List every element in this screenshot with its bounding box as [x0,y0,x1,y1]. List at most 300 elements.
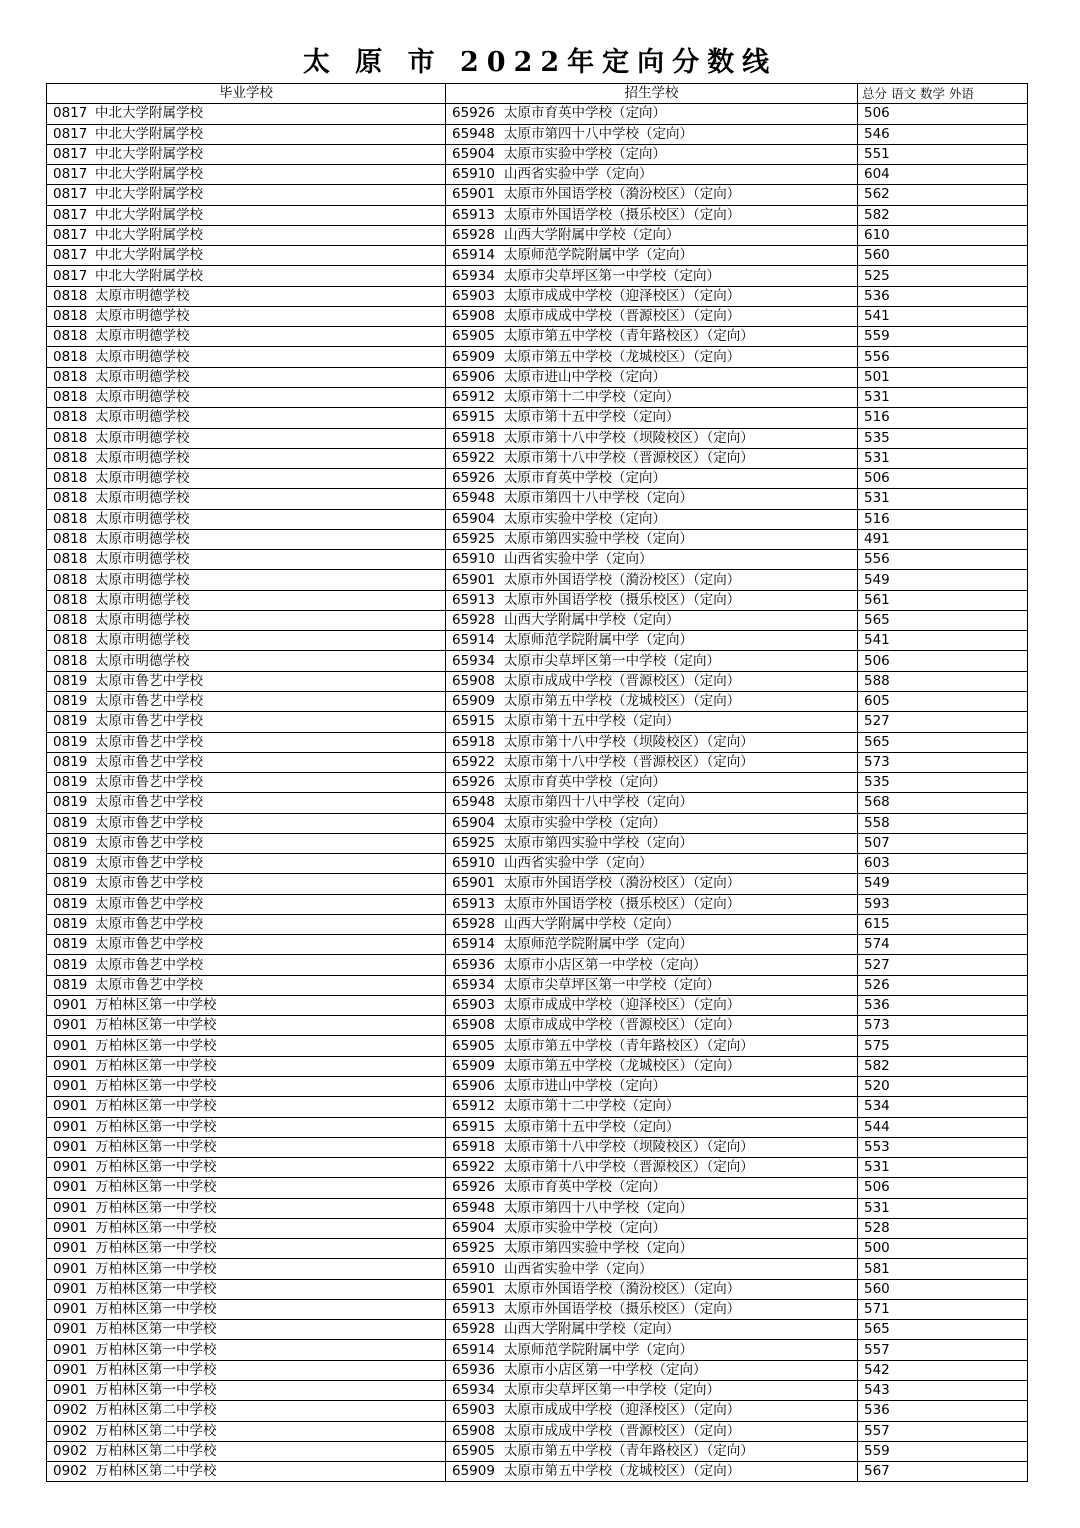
table-row [47,1016,1028,1036]
admission-school-code: 65926 [452,774,495,791]
admission-school-cell [446,144,858,164]
admission-school-cell [446,225,858,245]
graduation-school-cell [47,185,446,205]
graduation-school-code: 0819 [53,956,88,973]
graduation-school-name: 万柏林区第二中学校 [95,1442,217,1459]
graduation-school-name: 太原市明德学校 [95,429,190,446]
total-score-cell: 574 [858,935,1028,955]
graduation-school-code: 0902 [53,1402,88,1419]
graduation-school-name: 太原市明德学校 [95,510,190,527]
admission-school-code: 65908 [452,672,495,689]
table-row [47,894,1028,914]
table-row [47,914,1028,934]
graduation-school-name: 中北大学附属学校 [95,166,203,183]
graduation-school-cell [47,691,446,711]
graduation-school-name: 太原市鲁艺中学校 [95,713,203,730]
admission-school-cell [446,124,858,144]
graduation-school-code: 0818 [53,449,88,466]
admission-school-code: 65918 [452,429,495,446]
graduation-school-name: 太原市鲁艺中学校 [95,774,203,791]
graduation-school-name: 太原市鲁艺中学校 [95,875,203,892]
admission-school-cell [446,813,858,833]
admission-school-name: 山西大学附属中学校（定向） [504,612,680,629]
graduation-school-cell [47,387,446,407]
admission-school-code: 65925 [452,530,495,547]
table-row [47,550,1028,570]
table-row [47,1462,1028,1482]
table-row [47,1381,1028,1401]
admission-school-cell [446,1158,858,1178]
total-score-cell: 582 [858,205,1028,225]
graduation-school-cell [47,752,446,772]
admission-school-cell [446,1462,858,1482]
table-row [47,854,1028,874]
admission-school-name: 太原市成成中学校（迎泽校区）（定向） [504,287,741,304]
table-row [47,408,1028,428]
admission-school-name: 太原市实验中学校（定向） [504,510,666,527]
admission-school-cell [446,550,858,570]
admission-school-name: 太原市第五中学校（龙城校区）（定向） [504,693,741,710]
graduation-school-name: 万柏林区第二中学校 [95,1422,217,1439]
admission-school-name: 太原市成成中学校（晋源校区）（定向） [504,308,741,325]
graduation-school-cell [47,1239,446,1259]
graduation-school-name: 太原市鲁艺中学校 [95,693,203,710]
admission-school-name: 山西省实验中学（定向） [504,551,653,568]
graduation-school-cell [47,712,446,732]
admission-school-code: 65905 [452,1037,495,1054]
graduation-school-cell [47,1016,446,1036]
total-score-cell: 565 [858,610,1028,630]
admission-school-code: 65915 [452,409,495,426]
header-scores: 总分 语文 数学 外语 [858,84,1028,104]
admission-school-name: 太原市外国语学校（摄乐校区）（定向） [504,206,741,223]
graduation-school-code: 0901 [53,1098,88,1115]
graduation-school-code: 0901 [53,1118,88,1135]
admission-school-cell [446,1239,858,1259]
table-row [47,1137,1028,1157]
graduation-school-name: 万柏林区第一中学校 [95,997,217,1014]
score-table [46,83,1028,1482]
graduation-school-name: 中北大学附属学校 [95,186,203,203]
table-row [47,144,1028,164]
graduation-school-cell [47,995,446,1015]
admission-school-code: 65908 [452,1422,495,1439]
admission-school-code: 65926 [452,1179,495,1196]
admission-school-code: 65904 [452,510,495,527]
admission-school-name: 山西省实验中学（定向） [504,855,653,872]
page-title: 太 原 市 2022年定向分数线 [302,47,778,78]
table-row [47,712,1028,732]
admission-school-cell [446,1056,858,1076]
graduation-school-name: 万柏林区第一中学校 [95,1138,217,1155]
total-score-cell: 557 [858,1421,1028,1441]
admission-school-code: 65905 [452,328,495,345]
graduation-school-code: 0819 [53,855,88,872]
admission-school-code: 65914 [452,632,495,649]
admission-school-cell [446,1036,858,1056]
admission-school-name: 山西大学附属中学校（定向） [504,916,680,933]
admission-school-code: 65928 [452,612,495,629]
total-score-cell: 588 [858,671,1028,691]
admission-school-name: 太原市尖草坪区第一中学校（定向） [504,267,720,284]
graduation-school-name: 太原市明德学校 [95,409,190,426]
total-score-cell: 610 [858,225,1028,245]
total-score-cell: 581 [858,1259,1028,1279]
admission-school-code: 65910 [452,551,495,568]
table-row [47,1239,1028,1259]
total-score-cell: 534 [858,1097,1028,1117]
admission-school-cell [446,833,858,853]
admission-school-cell [446,1320,858,1340]
graduation-school-code: 0817 [53,125,88,142]
graduation-school-name: 万柏林区第一中学校 [95,1301,217,1318]
graduation-school-cell [47,1421,446,1441]
admission-school-name: 太原市成成中学校（迎泽校区）（定向） [504,997,741,1014]
graduation-school-cell [47,914,446,934]
admission-school-name: 太原市外国语学校（摄乐校区）（定向） [504,591,741,608]
table-row [47,1360,1028,1380]
admission-school-cell [446,1097,858,1117]
graduation-school-cell [47,1178,446,1198]
admission-school-name: 太原市尖草坪区第一中学校（定向） [504,976,720,993]
admission-school-name: 山西省实验中学（定向） [504,1260,653,1277]
total-score-cell: 536 [858,995,1028,1015]
total-score-cell: 527 [858,955,1028,975]
admission-school-code: 65913 [452,1301,495,1318]
table-row [47,995,1028,1015]
graduation-school-code: 0818 [53,551,88,568]
admission-school-cell [446,529,858,549]
graduation-school-code: 0901 [53,1361,88,1378]
admission-school-cell [446,448,858,468]
table-row [47,975,1028,995]
graduation-school-code: 0818 [53,571,88,588]
admission-school-cell [446,732,858,752]
graduation-school-name: 太原市明德学校 [95,389,190,406]
admission-school-name: 太原市外国语学校（摄乐校区）（定向） [504,1301,741,1318]
admission-school-cell [446,408,858,428]
table-row [47,590,1028,610]
table-row [47,752,1028,772]
total-score-cell: 615 [858,914,1028,934]
graduation-school-code: 0901 [53,1321,88,1338]
graduation-school-name: 万柏林区第一中学校 [95,1382,217,1399]
admission-school-name: 太原师范学院附属中学（定向） [504,936,693,953]
total-score-cell: 582 [858,1056,1028,1076]
graduation-school-name: 万柏林区第一中学校 [95,1037,217,1054]
graduation-school-code: 0902 [53,1442,88,1459]
admission-school-cell [446,935,858,955]
total-score-cell: 531 [858,1198,1028,1218]
admission-school-cell [446,1279,858,1299]
admission-school-code: 65918 [452,1138,495,1155]
graduation-school-cell [47,1198,446,1218]
table-row [47,266,1028,286]
graduation-school-code: 0818 [53,308,88,325]
table-row [47,1158,1028,1178]
admission-school-name: 太原市第四十八中学校（定向） [504,125,693,142]
admission-school-cell [446,306,858,326]
graduation-school-cell [47,165,446,185]
admission-school-code: 65910 [452,166,495,183]
admission-school-code: 65913 [452,895,495,912]
total-score-cell: 531 [858,448,1028,468]
table-row [47,448,1028,468]
admission-school-name: 太原市第十八中学校（坝陵校区）（定向） [504,1138,754,1155]
admission-school-code: 65904 [452,814,495,831]
total-score-cell: 528 [858,1218,1028,1238]
table-row [47,1218,1028,1238]
admission-school-cell [446,428,858,448]
table-row [47,1036,1028,1056]
total-score-cell: 558 [858,813,1028,833]
header-row [47,84,1028,104]
total-score-cell: 506 [858,104,1028,124]
graduation-school-name: 太原市明德学校 [95,368,190,385]
admission-school-code: 65928 [452,916,495,933]
admission-school-name: 太原市第十八中学校（晋源校区）（定向） [504,753,754,770]
table-row [47,387,1028,407]
table-row [47,1299,1028,1319]
admission-school-cell [446,631,858,651]
graduation-school-name: 中北大学附属学校 [95,226,203,243]
graduation-school-code: 0819 [53,916,88,933]
graduation-school-cell [47,448,446,468]
graduation-school-code: 0818 [53,389,88,406]
table-row [47,428,1028,448]
table-row [47,793,1028,813]
admission-school-name: 太原市第五中学校（青年路校区）（定向） [504,1442,754,1459]
admission-school-code: 65926 [452,105,495,122]
table-row [47,1320,1028,1340]
graduation-school-code: 0901 [53,1159,88,1176]
graduation-school-cell [47,347,446,367]
table-row [47,469,1028,489]
admission-school-name: 太原市第四十八中学校（定向） [504,794,693,811]
admission-school-code: 65922 [452,449,495,466]
graduation-school-cell [47,144,446,164]
admission-school-cell [446,1360,858,1380]
graduation-school-cell [47,286,446,306]
admission-school-name: 太原市第十二中学校（定向） [504,1098,680,1115]
admission-school-name: 太原市第五中学校（青年路校区）（定向） [504,1037,754,1054]
graduation-school-cell [47,489,446,509]
graduation-school-code: 0817 [53,186,88,203]
graduation-school-cell [47,793,446,813]
graduation-school-code: 0817 [53,166,88,183]
graduation-school-cell [47,1077,446,1097]
table-row [47,1077,1028,1097]
graduation-school-name: 太原市鲁艺中学校 [95,916,203,933]
graduation-school-code: 0902 [53,1422,88,1439]
graduation-school-cell [47,306,446,326]
graduation-school-code: 0901 [53,1078,88,1095]
graduation-school-cell [47,1279,446,1299]
graduation-school-cell [47,408,446,428]
admission-school-code: 65915 [452,1118,495,1135]
table-row [47,833,1028,853]
total-score-cell: 544 [858,1117,1028,1137]
graduation-school-code: 0818 [53,429,88,446]
admission-school-cell [446,367,858,387]
admission-school-code: 65906 [452,1078,495,1095]
admission-school-cell [446,1016,858,1036]
admission-school-cell [446,590,858,610]
admission-school-cell [446,712,858,732]
graduation-school-cell [47,1117,446,1137]
graduation-school-code: 0818 [53,510,88,527]
admission-school-code: 65909 [452,1057,495,1074]
total-score-cell: 559 [858,327,1028,347]
graduation-school-name: 中北大学附属学校 [95,267,203,284]
admission-school-code: 65914 [452,936,495,953]
graduation-school-name: 中北大学附属学校 [95,145,203,162]
graduation-school-code: 0819 [53,936,88,953]
admission-school-cell [446,387,858,407]
total-score-cell: 553 [858,1137,1028,1157]
graduation-school-name: 太原市明德学校 [95,490,190,507]
total-score-cell: 565 [858,732,1028,752]
admission-school-cell [446,205,858,225]
graduation-school-name: 太原市明德学校 [95,287,190,304]
total-score-cell: 604 [858,165,1028,185]
graduation-school-name: 太原市鲁艺中学校 [95,976,203,993]
graduation-school-code: 0818 [53,287,88,304]
table-row [47,1056,1028,1076]
total-score-cell: 491 [858,529,1028,549]
admission-school-name: 太原市第十八中学校（坝陵校区）（定向） [504,733,754,750]
graduation-school-name: 万柏林区第一中学校 [95,1118,217,1135]
admission-school-name: 太原市第十五中学校（定向） [504,409,680,426]
graduation-school-code: 0818 [53,328,88,345]
table-row [47,1117,1028,1137]
admission-school-code: 65914 [452,247,495,264]
graduation-school-name: 太原市鲁艺中学校 [95,956,203,973]
graduation-school-code: 0901 [53,997,88,1014]
admission-school-name: 太原市进山中学校（定向） [504,1078,666,1095]
admission-school-name: 太原市第四实验中学校（定向） [504,530,693,547]
admission-school-cell [446,975,858,995]
admission-school-code: 65901 [452,1280,495,1297]
graduation-school-cell [47,1097,446,1117]
table-row [47,1097,1028,1117]
admission-school-cell [446,266,858,286]
total-score-cell: 556 [858,347,1028,367]
graduation-school-cell [47,833,446,853]
graduation-school-cell [47,1158,446,1178]
graduation-school-code: 0901 [53,1220,88,1236]
total-score-cell: 507 [858,833,1028,853]
admission-school-cell [446,793,858,813]
total-score-cell: 573 [858,752,1028,772]
admission-school-name: 太原市外国语学校（摄乐校区）（定向） [504,895,741,912]
graduation-school-cell [47,975,446,995]
total-score-cell: 593 [858,894,1028,914]
graduation-school-code: 0818 [53,348,88,365]
graduation-school-name: 太原市明德学校 [95,348,190,365]
table-row [47,225,1028,245]
graduation-school-cell [47,246,446,266]
graduation-school-cell [47,1036,446,1056]
admission-school-code: 65912 [452,1098,495,1115]
admission-school-cell [446,773,858,793]
table-row [47,813,1028,833]
admission-school-name: 太原市尖草坪区第一中学校（定向） [504,652,720,669]
graduation-school-cell [47,813,446,833]
admission-school-cell [446,489,858,509]
admission-school-cell [446,752,858,772]
graduation-school-code: 0817 [53,206,88,223]
graduation-school-code: 0819 [53,814,88,831]
graduation-school-code: 0901 [53,1057,88,1074]
total-score-cell: 560 [858,246,1028,266]
admission-school-cell [446,185,858,205]
graduation-school-code: 0818 [53,612,88,629]
admission-school-cell [446,1259,858,1279]
table-row [47,570,1028,590]
graduation-school-name: 万柏林区第一中学校 [95,1179,217,1196]
admission-school-cell [446,347,858,367]
table-row [47,1441,1028,1461]
admission-school-cell [446,1299,858,1319]
table-row [47,205,1028,225]
admission-school-cell [446,570,858,590]
admission-school-code: 65910 [452,1260,495,1277]
admission-school-name: 太原市第四十八中学校（定向） [504,490,693,507]
graduation-school-cell [47,590,446,610]
total-score-cell: 549 [858,570,1028,590]
table-row [47,1259,1028,1279]
table-row [47,691,1028,711]
admission-school-name: 太原市外国语学校（漪汾校区）（定向） [504,1280,741,1297]
admission-school-name: 太原市第五中学校（青年路校区）（定向） [504,328,754,345]
admission-school-name: 太原市第十五中学校（定向） [504,713,680,730]
admission-school-name: 太原市第四十八中学校（定向） [504,1199,693,1216]
graduation-school-cell [47,874,446,894]
admission-school-code: 65936 [452,1361,495,1378]
graduation-school-name: 太原市明德学校 [95,571,190,588]
admission-school-code: 65922 [452,1159,495,1176]
graduation-school-name: 太原市明德学校 [95,328,190,345]
graduation-school-cell [47,631,446,651]
total-score-cell: 546 [858,124,1028,144]
graduation-school-name: 中北大学附属学校 [95,125,203,142]
graduation-school-cell [47,104,446,124]
table-row [47,367,1028,387]
graduation-school-name: 太原市鲁艺中学校 [95,834,203,851]
graduation-school-cell [47,1401,446,1421]
graduation-school-name: 万柏林区第一中学校 [95,1159,217,1176]
admission-school-code: 65936 [452,956,495,973]
table-row [47,955,1028,975]
admission-school-code: 65913 [452,206,495,223]
admission-school-cell [446,610,858,630]
table-row [47,610,1028,630]
total-score-cell: 603 [858,854,1028,874]
graduation-school-cell [47,854,446,874]
admission-school-name: 太原市第十八中学校（晋源校区）（定向） [504,449,754,466]
graduation-school-code: 0817 [53,145,88,162]
graduation-school-code: 0818 [53,591,88,608]
admission-school-name: 太原市外国语学校（漪汾校区）（定向） [504,186,741,203]
graduation-school-cell [47,327,446,347]
graduation-school-name: 万柏林区第二中学校 [95,1463,217,1480]
graduation-school-cell [47,1299,446,1319]
admission-school-code: 65925 [452,1240,495,1257]
table-row [47,124,1028,144]
graduation-school-name: 太原市鲁艺中学校 [95,794,203,811]
graduation-school-name: 中北大学附属学校 [95,247,203,264]
